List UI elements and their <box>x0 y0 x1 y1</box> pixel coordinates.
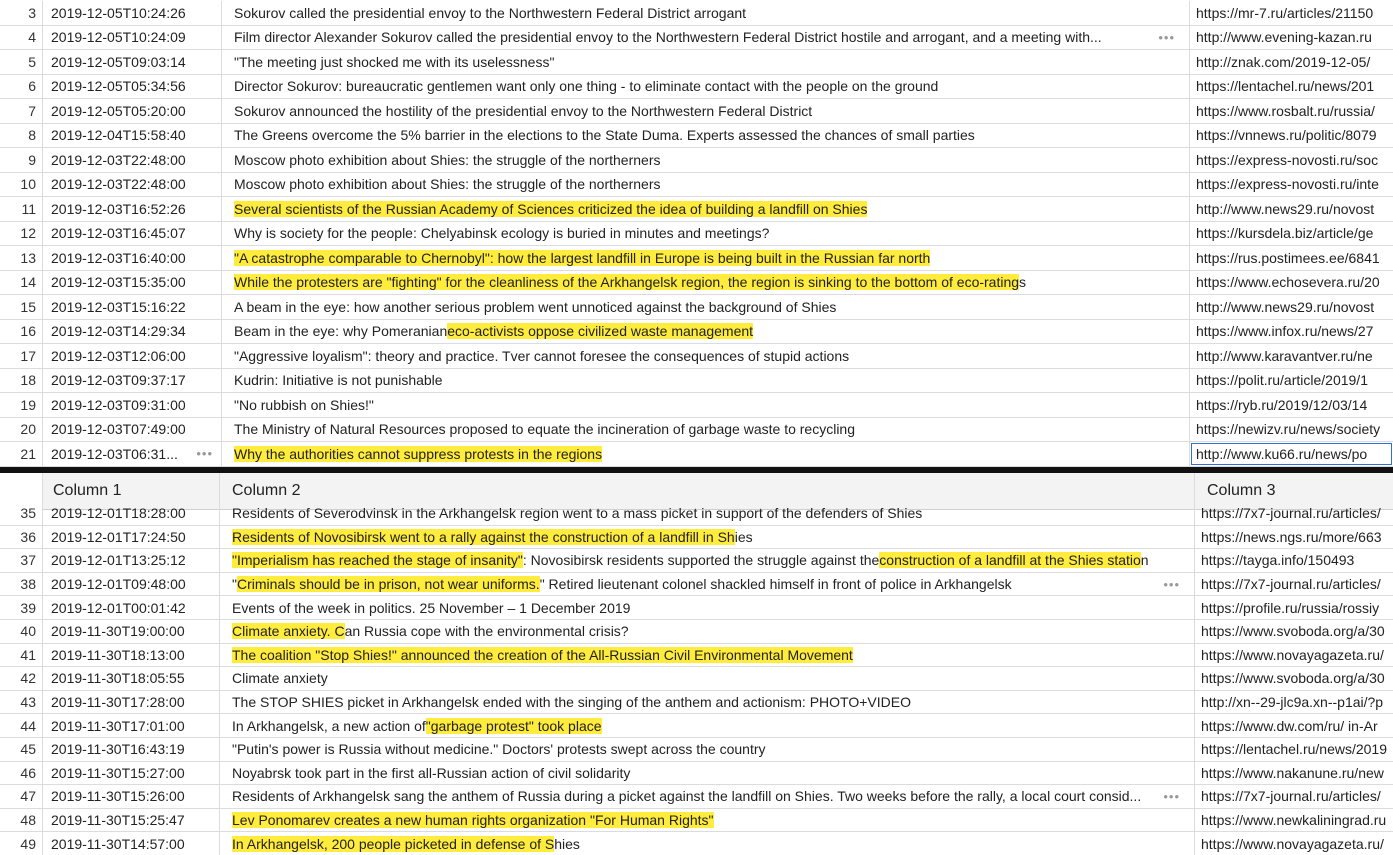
table-row[interactable] <box>0 320 1393 345</box>
url-cell[interactable]: https://www.svoboda.org/a/30 <box>1201 670 1385 687</box>
title-text: Sokurov announced the hostility of the presidential envoy to the Northwestern Federal District <box>234 102 813 119</box>
title-cell[interactable] <box>222 369 1190 393</box>
table-row[interactable] <box>0 502 1393 526</box>
expand-ellipsis-icon[interactable]: ••• <box>1163 576 1180 592</box>
title-text: "The meeting just shocked me with its uselessness" <box>234 53 555 70</box>
title-text: Climate anxiety <box>232 670 328 687</box>
title-cell[interactable] <box>220 620 1195 643</box>
row-number[interactable]: 42 <box>0 667 43 690</box>
date-text: 2019-12-03T22:48:00 <box>51 176 186 193</box>
url-cell[interactable]: https://lentachel.ru/news/2019 <box>1201 741 1388 758</box>
date-cell[interactable] <box>43 418 222 442</box>
title-text: an Russia cope with the environmental crisis? <box>344 623 629 640</box>
title-text: Events of the week in politics. 25 November – 1 December 2019 <box>232 599 631 616</box>
title-text: Noyabrsk took part in the first all-Russian action of civil solidarity <box>232 764 631 781</box>
table-row[interactable] <box>0 785 1393 809</box>
row-number[interactable]: 7 <box>0 99 43 123</box>
date-text: 2019-12-01T13:25:12 <box>51 552 186 569</box>
date-cell[interactable] <box>43 99 222 123</box>
title-text: Beam in the eye: why Pomeranian <box>234 323 448 340</box>
highlighted-text: construction of a landfill at the Shies statio <box>879 552 1141 569</box>
url-cell[interactable]: https://ryb.ru/2019/12/03/14 <box>1196 396 1368 413</box>
title-cell[interactable] <box>222 442 1190 466</box>
url-cell[interactable]: http://xn--29-jlc9a.xn--p1ai/?p <box>1201 694 1384 711</box>
title-text: ies <box>734 528 753 545</box>
title-text: : Novosibirsk residents supported the struggle against the <box>522 552 880 569</box>
date-text: 2019-11-30T15:26:00 <box>51 788 185 805</box>
row-number[interactable]: 36 <box>0 526 43 549</box>
table-row[interactable] <box>0 418 1393 443</box>
title-cell[interactable] <box>222 222 1190 246</box>
title-cell[interactable] <box>220 526 1195 549</box>
row-number[interactable]: 48 <box>0 809 43 832</box>
table-row[interactable] <box>0 573 1393 597</box>
table-row[interactable] <box>0 809 1393 833</box>
date-text: 2019-12-03T15:16:22 <box>51 298 186 315</box>
date-text: 2019-12-05T10:24:09 <box>51 29 186 46</box>
selected-url-cell[interactable]: http://www.ku66.ru/news/po <box>1190 442 1393 466</box>
highlighted-text: Why the authorities cannot suppress protests in the regions <box>234 445 603 462</box>
highlighted-text: While the protesters are "fighting" for the cleanliness of the Arkhangelsk region, the region is sinking to the bottom of eco-rating <box>234 274 1020 291</box>
date-cell[interactable] <box>43 320 222 344</box>
row-number[interactable]: 20 <box>0 418 43 442</box>
title-cell[interactable] <box>222 148 1190 172</box>
title-cell[interactable] <box>222 26 1190 50</box>
table-row[interactable] <box>0 50 1393 75</box>
date-text: 2019-12-03T16:45:07 <box>51 225 186 242</box>
row-number[interactable]: 11 <box>0 197 43 221</box>
table-row[interactable] <box>0 222 1393 247</box>
date-cell[interactable] <box>43 691 220 714</box>
table-row[interactable] <box>0 148 1393 173</box>
url-cell[interactable]: http://www.news29.ru/novost <box>1196 200 1375 217</box>
url-cell[interactable]: https://www.novayagazeta.ru/ <box>1201 646 1384 663</box>
url-cell[interactable]: https://newizv.ru/news/society <box>1196 421 1381 438</box>
date-text: 2019-12-03T07:49:00 <box>51 421 186 438</box>
date-cell[interactable] <box>43 295 222 319</box>
row-number[interactable]: 45 <box>0 738 43 761</box>
table-row[interactable] <box>0 549 1393 573</box>
title-text: Moscow photo exhibition about Shies: the struggle of the northerners <box>234 151 661 168</box>
row-number[interactable]: 19 <box>0 393 43 417</box>
title-cell[interactable] <box>220 691 1195 714</box>
date-text: 2019-12-03T12:06:00 <box>51 347 186 364</box>
row-number[interactable]: 15 <box>0 295 43 319</box>
date-cell[interactable] <box>43 526 220 549</box>
title-text: n <box>1140 552 1149 569</box>
date-text: 2019-12-05T05:20:00 <box>51 102 186 119</box>
row-number[interactable]: 16 <box>0 320 43 344</box>
url-cell[interactable]: https://rus.postimees.ee/6841 <box>1196 249 1380 266</box>
date-cell[interactable] <box>43 173 222 197</box>
url-cell[interactable]: https://www.newkaliningrad.ru <box>1201 812 1387 829</box>
highlighted-text: Several scientists of the Russian Academy of Sciences criticized the idea of building a landfill on Shies <box>234 200 868 217</box>
table-row[interactable] <box>0 99 1393 124</box>
title-text: Sokurov called the presidential envoy to the Northwestern Federal District arrogant <box>234 4 747 21</box>
url-cell[interactable]: https://www.infox.ru/news/27 <box>1196 323 1374 340</box>
title-text: In Arkhangelsk, a new action of <box>232 717 426 734</box>
column-header-1[interactable]: Column 1 <box>43 473 220 509</box>
row-number[interactable]: 35 <box>0 502 43 525</box>
date-text: 2019-12-03T14:29:34 <box>51 323 186 340</box>
title-cell[interactable] <box>220 644 1195 667</box>
title-cell[interactable] <box>222 197 1190 221</box>
table-row[interactable] <box>0 667 1393 691</box>
title-cell[interactable] <box>220 667 1195 690</box>
title-cell[interactable] <box>220 785 1195 808</box>
bottom-pane[interactable] <box>0 473 1393 855</box>
title-cell[interactable] <box>222 418 1190 442</box>
date-cell[interactable] <box>43 667 220 690</box>
date-text: 2019-11-30T14:57:00 <box>51 835 185 852</box>
table-row[interactable] <box>0 26 1393 51</box>
row-number[interactable]: 9 <box>0 148 43 172</box>
date-cell[interactable] <box>43 549 220 572</box>
url-cell[interactable]: https://www.dw.com/ru/ in-Ar <box>1201 717 1378 734</box>
date-cell[interactable] <box>43 222 222 246</box>
title-cell[interactable] <box>222 173 1190 197</box>
table-row[interactable] <box>0 271 1393 296</box>
date-cell[interactable] <box>43 442 222 466</box>
row-number[interactable]: 41 <box>0 644 43 667</box>
title-cell[interactable] <box>220 573 1195 596</box>
title-text: Moscow photo exhibition about Shies: the struggle of the northerners <box>234 176 661 193</box>
date-cell[interactable] <box>43 785 220 808</box>
date-text: 2019-12-05T05:34:56 <box>51 78 186 95</box>
url-cell[interactable]: https://www.novayagazeta.ru/ <box>1201 835 1384 852</box>
row-number[interactable]: 12 <box>0 222 43 246</box>
date-text: 2019-12-01T17:24:50 <box>51 528 186 545</box>
url-cell[interactable]: https://mr-7.ru/articles/21150 <box>1196 4 1374 21</box>
title-cell[interactable] <box>222 124 1190 148</box>
title-cell[interactable] <box>222 271 1190 295</box>
date-cell[interactable] <box>43 620 220 643</box>
title-text: Kudrin: Initiative is not punishable <box>234 372 443 389</box>
title-text: " Retired lieutenant colonel shackled himself in front of police in Arkhangelsk <box>539 576 1012 593</box>
row-number[interactable]: 39 <box>0 596 43 619</box>
title-text: The Ministry of Natural Resources proposed to equate the incineration of garbage waste to recycling <box>234 421 856 438</box>
table-row[interactable] <box>0 246 1393 271</box>
date-text: 2019-12-03T16:40:00 <box>51 249 186 266</box>
row-number[interactable]: 38 <box>0 573 43 596</box>
date-text: 2019-12-03T16:52:26 <box>51 200 186 217</box>
table-row[interactable] <box>0 596 1393 620</box>
expand-ellipsis-icon[interactable]: ••• <box>1163 788 1180 804</box>
title-cell[interactable] <box>220 714 1195 737</box>
date-text: 2019-11-30T19:00:00 <box>51 623 185 640</box>
title-cell[interactable] <box>222 246 1190 270</box>
expand-ellipsis-icon[interactable]: ••• <box>196 446 213 462</box>
date-cell[interactable] <box>43 26 222 50</box>
title-text: Residents of Arkhangelsk sang the anthem of Russia during a picket against the landfill on Shies. Two weeks before the rally, a local court consid... <box>232 788 1142 805</box>
date-text: 2019-12-01T09:48:00 <box>51 576 186 593</box>
title-cell[interactable] <box>220 596 1195 619</box>
row-number[interactable]: 17 <box>0 344 43 368</box>
title-cell[interactable] <box>220 502 1195 525</box>
title-cell[interactable] <box>222 75 1190 99</box>
url-cell[interactable]: https://7x7-journal.ru/articles/ <box>1201 505 1381 522</box>
url-cell[interactable]: https://express-novosti.ru/soc <box>1196 151 1379 168</box>
title-cell[interactable] <box>220 762 1195 785</box>
table-row[interactable] <box>0 173 1393 198</box>
date-text: 2019-11-30T17:01:00 <box>51 717 185 734</box>
row-number[interactable]: 8 <box>0 124 43 148</box>
table-row[interactable] <box>0 442 1393 467</box>
highlighted-text: "A catastrophe comparable to Chernobyl": how the largest landfill in Europe is being built in the Russian far north <box>234 249 931 266</box>
table-row[interactable] <box>0 75 1393 100</box>
title-cell[interactable] <box>222 344 1190 368</box>
highlighted-text: Criminals should be in prison, not wear uniforms. <box>236 576 540 593</box>
date-cell[interactable] <box>43 573 220 596</box>
expand-ellipsis-icon[interactable]: ••• <box>1158 29 1175 45</box>
date-cell[interactable] <box>43 393 222 417</box>
url-cell[interactable]: https://tayga.info/150493 <box>1201 552 1355 569</box>
date-cell[interactable] <box>43 197 222 221</box>
date-text: 2019-12-05T09:03:14 <box>51 53 186 70</box>
title-cell[interactable] <box>220 738 1195 761</box>
highlighted-text: Climate anxiety. C <box>232 623 345 640</box>
title-text: " <box>232 576 237 593</box>
column-header-3[interactable]: Column 3 <box>1207 482 1276 499</box>
title-text: hies <box>554 835 580 852</box>
title-cell[interactable] <box>220 549 1195 572</box>
date-text: 2019-11-30T15:27:00 <box>51 764 185 781</box>
title-cell[interactable] <box>222 99 1190 123</box>
date-cell[interactable] <box>43 1 222 25</box>
table-row[interactable] <box>0 526 1393 550</box>
table-row[interactable] <box>0 832 1393 855</box>
date-text: 2019-12-04T15:58:40 <box>51 127 186 144</box>
highlighted-text: Lev Ponomarev creates a new human rights organization "For Human Rights" <box>232 812 714 829</box>
title-cell[interactable] <box>220 809 1195 832</box>
title-cell[interactable] <box>222 50 1190 74</box>
row-number[interactable]: 14 <box>0 271 43 295</box>
title-cell[interactable] <box>222 393 1190 417</box>
date-text: 2019-11-30T17:28:00 <box>51 694 185 711</box>
table-row[interactable] <box>0 620 1393 644</box>
row-number[interactable]: 6 <box>0 75 43 99</box>
date-text: 2019-12-03T09:31:00 <box>51 396 186 413</box>
title-text: Residents of Severodvinsk in the Arkhangelsk region went to a mass picket in support of the defenders of Shies <box>232 505 923 522</box>
url-cell[interactable]: http://znak.com/2019-12-05/ <box>1196 53 1371 70</box>
highlighted-text: In Arkhangelsk, 200 people picketed in defense of S <box>232 835 555 852</box>
title-text: Film director Alexander Sokurov called the presidential envoy to the Northwestern Federal District hostile and arrogant, and a meeting with... <box>234 29 1102 46</box>
date-cell[interactable] <box>43 738 220 761</box>
row-number[interactable]: 40 <box>0 620 43 643</box>
date-cell[interactable] <box>43 75 222 99</box>
row-number[interactable]: 10 <box>0 173 43 197</box>
title-cell[interactable] <box>222 1 1190 25</box>
date-cell[interactable] <box>43 596 220 619</box>
highlighted-text: eco-activists oppose civilized waste management <box>447 323 754 340</box>
date-cell[interactable] <box>43 714 220 737</box>
url-cell[interactable]: https://express-novosti.ru/inte <box>1196 176 1379 193</box>
highlighted-text: "Imperialism has reached the stage of insanity" <box>232 552 523 569</box>
table-row[interactable] <box>0 369 1393 394</box>
url-cell[interactable]: https://www.nakanune.ru/new <box>1201 764 1384 781</box>
date-cell[interactable] <box>43 344 222 368</box>
title-text: "Aggressive loyalism": theory and practice. Tver cannot foresee the consequences of stupid actions <box>234 347 850 364</box>
title-cell[interactable] <box>220 832 1195 855</box>
date-cell[interactable] <box>43 271 222 295</box>
row-number[interactable]: 4 <box>0 26 43 50</box>
table-row[interactable] <box>0 1 1393 26</box>
title-text: "No rubbish on Shies!" <box>234 396 374 413</box>
row-number[interactable]: 13 <box>0 246 43 270</box>
row-number[interactable]: 37 <box>0 549 43 572</box>
title-text: A beam in the eye: how another serious problem went unnoticed against the background of Shies <box>234 298 837 315</box>
title-text: "Putin's power is Russia without medicine." Doctors' protests swept across the country <box>232 741 766 758</box>
table-row[interactable] <box>0 197 1393 222</box>
date-cell[interactable] <box>43 502 220 525</box>
table-row[interactable] <box>0 762 1393 786</box>
url-cell[interactable]: https://7x7-journal.ru/articles/ <box>1201 576 1381 593</box>
highlighted-text: "garbage protest" took place <box>425 717 602 734</box>
url-cell[interactable]: https://vnnews.ru/politic/8079 <box>1196 127 1377 144</box>
title-text: Why is society for the people: Chelyabinsk ecology is buried in minutes and meetings? <box>234 225 770 242</box>
url-cell[interactable]: https://7x7-journal.ru/articles/ <box>1201 788 1381 805</box>
date-text: 2019-12-01T00:01:42 <box>51 599 186 616</box>
date-text: 2019-12-03T22:48:00 <box>51 151 186 168</box>
row-number[interactable]: 44 <box>0 714 43 737</box>
date-cell[interactable] <box>43 369 222 393</box>
url-cell[interactable]: https://www.rosbalt.ru/russia/ <box>1196 102 1375 119</box>
row-number[interactable]: 21 <box>0 442 43 466</box>
date-cell[interactable] <box>43 50 222 74</box>
table-row[interactable] <box>0 124 1393 149</box>
url-cell[interactable]: https://www.echosevera.ru/20 <box>1196 274 1380 291</box>
row-number[interactable]: 18 <box>0 369 43 393</box>
url-cell[interactable]: http://www.karavantver.ru/ne <box>1196 347 1373 364</box>
date-text: 2019-12-03T15:35:00 <box>51 274 186 291</box>
row-number[interactable]: 3 <box>0 1 43 25</box>
date-text: 2019-12-03T06:31... <box>51 445 178 462</box>
title-text: The Greens overcome the 5% barrier in the elections to the State Duma. Experts assessed the chances of small parties <box>234 127 975 144</box>
table-row[interactable] <box>0 714 1393 738</box>
date-text: 2019-11-30T18:13:00 <box>51 646 185 663</box>
table-row[interactable] <box>0 295 1393 320</box>
title-cell[interactable] <box>222 320 1190 344</box>
table-row[interactable] <box>0 344 1393 369</box>
date-cell[interactable] <box>43 148 222 172</box>
date-text: 2019-11-30T16:43:19 <box>51 741 185 758</box>
row-number[interactable]: 43 <box>0 691 43 714</box>
column-header-2[interactable]: Column 2 <box>220 473 1195 509</box>
title-text: Director Sokurov: bureaucratic gentlemen want only one thing - to eliminate contact with the people on the ground <box>234 78 939 95</box>
url-cell[interactable]: https://polit.ru/article/2019/1 <box>1196 372 1368 389</box>
date-text: 2019-12-05T10:24:26 <box>51 4 186 21</box>
date-text: 2019-11-30T15:25:47 <box>51 812 185 829</box>
date-cell[interactable] <box>43 762 220 785</box>
table-row[interactable] <box>0 644 1393 668</box>
table-row[interactable] <box>0 691 1393 715</box>
url-cell[interactable]: https://lentachel.ru/news/201 <box>1196 78 1375 95</box>
date-cell[interactable] <box>43 809 220 832</box>
table-row[interactable] <box>0 738 1393 762</box>
url-cell[interactable]: https://profile.ru/russia/rossiy <box>1201 599 1380 616</box>
title-text: s <box>1019 274 1027 291</box>
table-row[interactable] <box>0 393 1393 418</box>
title-text: The STOP SHIES picket in Arkhangelsk ended with the singing of the anthem and actionism: PHOTO+VIDEO <box>232 694 911 711</box>
url-cell[interactable]: http://www.evening-kazan.ru <box>1196 29 1372 46</box>
url-cell[interactable]: http://www.news29.ru/novost <box>1196 298 1375 315</box>
highlighted-text: The coalition "Stop Shies!" announced the creation of the All-Russian Civil Environmental Movement <box>232 646 853 663</box>
date-cell[interactable] <box>43 246 222 270</box>
url-cell[interactable]: https://news.ngs.ru/more/663 <box>1201 528 1382 545</box>
title-cell[interactable] <box>222 295 1190 319</box>
row-number[interactable]: 5 <box>0 50 43 74</box>
date-cell[interactable] <box>43 124 222 148</box>
url-cell[interactable]: https://www.svoboda.org/a/30 <box>1201 623 1385 640</box>
url-cell[interactable]: https://kursdela.biz/article/ge <box>1196 225 1374 242</box>
date-cell[interactable] <box>43 832 220 855</box>
date-cell[interactable] <box>43 644 220 667</box>
date-text: 2019-12-01T18:28:00 <box>51 505 186 522</box>
date-text: 2019-12-03T09:37:17 <box>51 372 186 389</box>
row-number[interactable]: 49 <box>0 832 43 855</box>
date-text: 2019-11-30T18:05:55 <box>51 670 185 687</box>
highlighted-text: Residents of Novosibirsk went to a rally against the construction of a landfill in Sh <box>232 528 735 545</box>
row-number[interactable]: 46 <box>0 762 43 785</box>
row-number[interactable]: 47 <box>0 785 43 808</box>
